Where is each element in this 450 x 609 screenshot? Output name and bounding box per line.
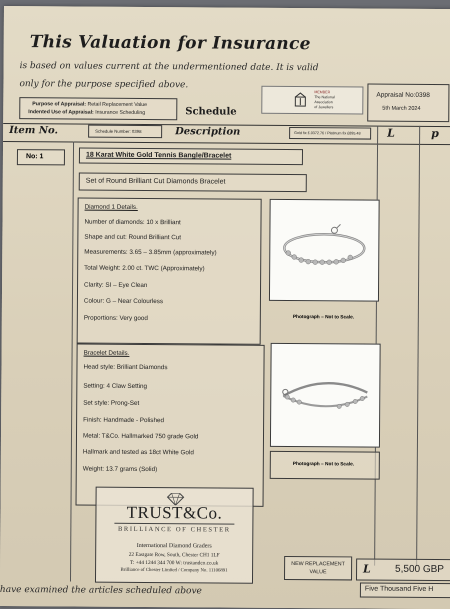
bracelet-line-setting: Setting: 4 Claw Setting	[83, 383, 147, 390]
item-name: 18 Karat White Gold Tennis Bangle/Bracelet	[86, 152, 231, 160]
bracelet-photo-2	[277, 366, 373, 427]
replacement-label-line1: NEW REPLACEMENT	[285, 561, 351, 567]
association-line3: Association	[314, 100, 332, 104]
replacement-amount: 5,500 GBP	[395, 564, 444, 575]
description-heading: Description	[175, 126, 240, 137]
validity-text-line1: is based on values current at the undermentioned date. It is valid	[20, 61, 319, 73]
company-registration: Brilliance of Chester Limited / Company No. 11106891	[96, 568, 252, 574]
diamond-details-box	[77, 198, 262, 345]
diamond-line-count: Number of diamonds: 10 x Brilliant	[84, 219, 180, 227]
gold-fix-note: Gold fix £.0372.76 / Platinum fix £895.48	[294, 131, 360, 135]
bracelet-line-head-style: Head style: Brilliant Diamonds	[83, 364, 167, 372]
replacement-label-box	[284, 556, 352, 580]
company-logo-box	[95, 487, 254, 584]
item-name-box	[79, 148, 303, 166]
diamond-line-proportions: Proportions: Very good	[84, 315, 148, 322]
diamond-line-measurements: Measurements: 3.65 – 3.85mm (approximately)	[84, 249, 216, 257]
purpose-box	[19, 97, 177, 120]
appraisal-box	[367, 84, 449, 123]
photo-1-frame	[269, 199, 380, 302]
appraisal-number: Appraisal No:0398	[376, 92, 430, 99]
bracelet-line-finish: Finish: Handmade - Polished	[83, 417, 164, 425]
diamond-line-shape: Shape and cut: Round Brilliant Cut	[84, 234, 181, 242]
replacement-label-line2: VALUE	[285, 569, 351, 575]
company-contact: T: +44 1244 344 700 W: trustandco.co.uk	[96, 560, 252, 567]
photo-2-caption-box	[270, 451, 380, 480]
schedule-number-box	[88, 125, 162, 139]
use-value: Insurance Scheduling	[95, 110, 145, 116]
diamond-line-clarity: Clarity: SI – Eye Clean	[84, 282, 147, 289]
company-address: 22 Eastgate Row, South, Chester CH1 1LF	[96, 552, 252, 559]
replacement-words-box	[360, 582, 450, 598]
schedule-heading: Schedule	[185, 106, 236, 117]
purpose-value: Retail Replacement Value	[87, 102, 147, 108]
purpose-label: Purpose of Appraisal:	[32, 101, 86, 107]
company-line1: International Diamond Graders	[96, 543, 252, 550]
bracelet-details-box	[76, 344, 265, 507]
association-line2: The National	[314, 95, 334, 99]
bracelet-line-set-style: Set style: Prong-Set	[83, 400, 139, 407]
photo-1-caption-area	[269, 305, 377, 332]
photo-1-caption: Photograph – Not to Scale.	[293, 315, 354, 320]
diamond-heading: Diamond 1 Details.	[85, 204, 138, 211]
certificate-title: This Valuation for Insurance	[30, 32, 311, 54]
bracelet-line-weight: Weight: 13.7 grams (Solid)	[83, 466, 157, 474]
diamond-line-weight: Total Weight: 2.00 ct. TWC (Approximately)	[84, 265, 205, 273]
replacement-words: Five Thousand Five H	[365, 586, 433, 593]
valuation-certificate	[0, 6, 450, 609]
schedule-number: Schedule Number: 0398	[95, 129, 141, 134]
item-number: No: 1	[26, 153, 44, 160]
photo-2-caption: Photograph – Not to Scale.	[293, 462, 354, 467]
bracelet-line-metal: Metal: T&Co. Hallmarked 750 grade Gold	[83, 433, 198, 441]
pounds-heading: L	[387, 127, 395, 140]
diamond-line-colour: Colour: G – Near Colourless	[84, 298, 163, 306]
item-no-heading: Item No.	[9, 125, 58, 136]
replacement-pound-symbol: L	[363, 563, 371, 576]
replacement-value-box	[356, 558, 450, 581]
bracelet-line-hallmark: Hallmark and tested as 18ct White Gold	[83, 449, 194, 457]
pence-heading: p	[431, 127, 439, 140]
bracelet-heading: Bracelet Details.	[84, 350, 130, 357]
company-brand: TRUST&Co.	[96, 503, 252, 524]
association-logo	[261, 86, 363, 115]
item-number-box	[17, 149, 65, 165]
association-member: MEMBER	[314, 90, 330, 94]
photo-2-frame	[270, 343, 381, 448]
crest-icon	[292, 92, 308, 108]
item-subtitle-box	[79, 173, 307, 193]
footer-text: have examined the articles scheduled above	[0, 585, 202, 596]
bracelet-photo-1	[278, 214, 370, 285]
association-line4: of Jewellers	[314, 105, 333, 109]
item-subtitle: Set of Round Brilliant Cut Diamonds Bracelet	[86, 178, 226, 186]
validity-text-line2: only for the purpose specified above.	[19, 79, 188, 90]
company-tagline: BRILLIANCE OF CHESTER	[96, 526, 252, 534]
appraisal-date: 5th March 2024	[382, 106, 420, 112]
gold-fix-box	[289, 127, 371, 140]
use-label: Indented Use of Appraisal:	[28, 109, 94, 115]
